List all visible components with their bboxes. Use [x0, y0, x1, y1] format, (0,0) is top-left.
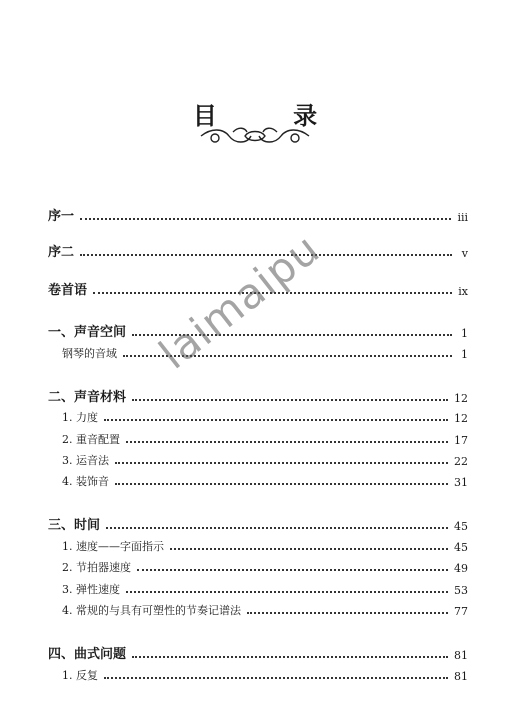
toc-entry-label: 3. 弹性速度 [62, 583, 120, 596]
toc-entry-label: 卷首语 [48, 283, 88, 298]
page-title: 目 录 [192, 102, 352, 130]
toc-entry-label: 一、声音空间 [48, 325, 127, 340]
toc-entry-chapter[interactable] [48, 387, 468, 405]
toc-entry-label: 二、声音材料 [48, 390, 127, 405]
dot-leader [80, 218, 451, 220]
toc-page-number: 1 [461, 327, 468, 340]
toc-page-number: 1 [461, 348, 468, 361]
toc-page-number: 77 [454, 605, 468, 618]
toc-entry-section[interactable] [62, 536, 468, 554]
toc-entry-section[interactable] [62, 579, 468, 597]
toc-page-number: 53 [454, 584, 468, 597]
toc-entry-section[interactable] [62, 343, 468, 361]
toc-entry-label: 1. 速度——字面指示 [62, 540, 164, 553]
toc-page-number: 81 [454, 649, 468, 662]
toc-entry-label: 四、曲式问题 [48, 647, 127, 662]
toc-entry-label: 1. 力度 [62, 411, 98, 424]
dot-leader [126, 591, 448, 593]
toc-entry-front[interactable] [48, 206, 468, 224]
toc-page-number: 12 [454, 412, 468, 425]
toc-entry-label: 4. 常规的与具有可塑性的节奏记谱法 [62, 604, 241, 617]
toc-entry-label: 3. 运音法 [62, 454, 109, 467]
dot-leader [132, 399, 448, 401]
toc-page-number: 81 [454, 670, 468, 683]
toc-entry-chapter[interactable] [48, 515, 468, 533]
toc-entry-label: 序二 [48, 245, 75, 260]
dot-leader [106, 527, 448, 529]
dot-leader [104, 677, 448, 679]
dot-leader [104, 419, 448, 421]
toc-entry-section[interactable] [62, 665, 468, 683]
dot-leader [170, 548, 448, 550]
toc-entry-label: 三、时间 [48, 518, 101, 533]
toc-entry-label: 2. 重音配置 [62, 433, 120, 446]
toc-entry-section[interactable] [62, 471, 468, 489]
toc-entry-label: 1. 反复 [62, 669, 98, 682]
toc-page-number: 45 [454, 520, 468, 533]
toc-page-number: 49 [454, 562, 468, 575]
toc-entry-label: 4. 装饰音 [62, 475, 109, 488]
toc-entry-label: 2. 节拍器速度 [62, 561, 131, 574]
toc-page-number: 45 [454, 541, 468, 554]
toc-entry-chapter[interactable] [48, 644, 468, 662]
dot-leader [247, 612, 448, 614]
toc-page-number: 22 [454, 455, 468, 468]
toc-entry-chapter[interactable] [48, 322, 468, 340]
toc-page-number: ix [458, 285, 468, 298]
dot-leader [115, 483, 448, 485]
toc-entry-section[interactable] [62, 557, 468, 575]
watermark-text: laimaipu [150, 223, 329, 379]
toc-entry-section[interactable] [62, 407, 468, 425]
ornament-divider [195, 124, 315, 148]
dot-leader [126, 441, 448, 443]
dot-leader [115, 462, 448, 464]
toc-page-number: iii [457, 211, 468, 224]
toc-entry-label: 序一 [48, 209, 75, 224]
toc-page-number: v [461, 247, 468, 260]
toc-entry-label: 钢琴的音域 [62, 347, 117, 360]
dot-leader [132, 656, 448, 658]
toc-page-number: 12 [454, 392, 468, 405]
toc-entry-section[interactable] [62, 450, 468, 468]
toc-page-number: 31 [454, 476, 468, 489]
toc-entry-section[interactable] [62, 429, 468, 447]
toc-page-number: 17 [454, 434, 468, 447]
toc-entry-section[interactable] [62, 600, 468, 618]
dot-leader [137, 569, 448, 571]
